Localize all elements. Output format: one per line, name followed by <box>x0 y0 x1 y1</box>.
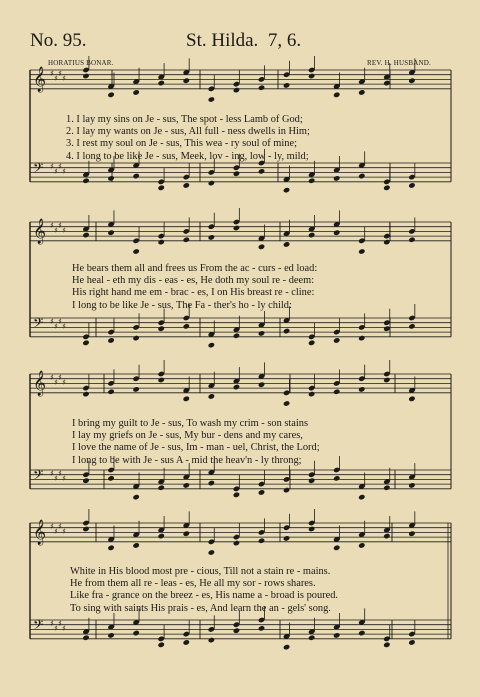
note-head <box>358 173 365 179</box>
note-head <box>383 185 390 191</box>
tune-name: St. Hilda. <box>186 30 259 51</box>
note-head <box>358 494 365 500</box>
note-head <box>233 492 240 498</box>
note-head <box>233 384 240 390</box>
note-head <box>258 168 265 174</box>
sharp-icon: ♯ <box>54 74 58 83</box>
sharp-icon: ♯ <box>62 167 66 176</box>
note-head <box>283 241 290 247</box>
note-head <box>308 391 315 397</box>
note-head <box>183 182 190 188</box>
verse-line: He from them all re - leas - es, He all my sor - rows shares. <box>70 578 316 590</box>
bass-clef-icon: 𝄢 <box>33 617 44 636</box>
note-head <box>308 178 315 184</box>
note-head <box>333 632 340 638</box>
note-head <box>333 545 340 551</box>
note-head <box>408 530 415 536</box>
verse-line: I long to be with Je - sus A - mid the heav'n - ly throng; <box>72 454 302 466</box>
note-head <box>107 545 114 551</box>
verse-line: To sing with saints His prais - es, And learn the an - gels' song. <box>70 602 331 614</box>
verse-line: I love the name of Je - sus, Im - man - uel, Christ, the Lord; <box>72 442 320 454</box>
sharp-icon: ♯ <box>50 619 54 628</box>
note-head <box>383 239 390 245</box>
note-head <box>132 173 139 179</box>
note-head <box>107 337 114 343</box>
note-head <box>82 340 89 346</box>
note-head <box>233 540 240 546</box>
note-head <box>333 92 340 98</box>
note-head <box>107 632 114 638</box>
verse-line: His right hand me em - brac - es, I on His breast re - cline: <box>72 287 315 299</box>
sharp-icon: ♯ <box>58 69 62 78</box>
note-head <box>408 77 415 83</box>
sharp-icon: ♯ <box>50 469 54 478</box>
note-head <box>383 80 390 86</box>
note-head <box>132 542 139 548</box>
sharp-icon: ♯ <box>50 522 54 531</box>
note-head <box>308 635 315 641</box>
sharp-icon: ♯ <box>54 527 58 536</box>
note-head <box>107 475 114 481</box>
treble-clef-icon: 𝄞 <box>33 371 47 396</box>
note-head <box>283 535 290 541</box>
note-head <box>283 487 290 493</box>
note-head <box>158 642 165 648</box>
note-head <box>158 80 165 86</box>
note-head <box>158 325 165 331</box>
note-head <box>158 485 165 491</box>
note-head <box>258 330 265 336</box>
sharp-icon: ♯ <box>58 619 62 628</box>
note-head <box>208 549 215 555</box>
note-head <box>82 178 89 184</box>
note-head <box>158 185 165 191</box>
note-head <box>82 477 89 483</box>
note-head <box>132 248 139 254</box>
note-head <box>82 526 89 532</box>
note-head <box>283 82 290 88</box>
note-head <box>308 73 315 79</box>
note-head <box>333 389 340 395</box>
note-head <box>408 396 415 402</box>
verse-line: 3. I rest my soul on Je - sus, This wea - ry soul of mine; <box>66 138 297 150</box>
note-head <box>333 175 340 181</box>
sharp-icon: ♯ <box>62 378 66 387</box>
meter: 7, 6. <box>267 30 302 51</box>
note-head <box>283 400 290 406</box>
verse-line: 2. I lay my wants on Je - sus, All full - ness dwells in Him; <box>66 126 310 138</box>
sharp-icon: ♯ <box>58 317 62 326</box>
note-head <box>283 328 290 334</box>
note-head <box>208 480 215 486</box>
note-head <box>158 533 165 539</box>
note-head <box>358 542 365 548</box>
note-head <box>408 323 415 329</box>
note-head <box>158 377 165 383</box>
sharp-icon: ♯ <box>62 474 66 483</box>
verse-line: He bears them all and frees us From the ac - curs - ed load: <box>72 263 318 274</box>
note-head <box>358 248 365 254</box>
sharp-icon: ♯ <box>62 322 66 331</box>
note-head <box>358 335 365 341</box>
note-head <box>258 85 265 91</box>
note-head <box>233 627 240 633</box>
sharp-icon: ♯ <box>58 522 62 531</box>
note-head <box>383 377 390 383</box>
note-head <box>358 630 365 636</box>
verse-block-4 <box>70 566 338 615</box>
verse-line: Like fra - grance on the breez - es, His name a - broad is poured. <box>70 590 339 602</box>
note-head <box>358 386 365 392</box>
verse-line: I bring my guilt to Je - sus, To wash my crim - son stains <box>72 418 309 429</box>
verse-block-3 <box>72 418 320 467</box>
note-head <box>308 477 315 483</box>
note-head <box>333 229 340 235</box>
note-head <box>158 239 165 245</box>
note-head <box>308 526 315 532</box>
note-head <box>107 389 114 395</box>
note-head <box>233 87 240 93</box>
note-head <box>82 232 89 238</box>
note-head <box>258 538 265 544</box>
note-head <box>82 635 89 641</box>
verse-line: 1. I lay my sins on Je - sus, The spot - less Lamb of God; <box>66 114 303 125</box>
note-head <box>233 225 240 231</box>
note-head <box>183 323 190 329</box>
sharp-icon: ♯ <box>58 162 62 171</box>
note-head <box>408 237 415 243</box>
note-head <box>408 639 415 645</box>
bass-clef-icon: 𝄢 <box>33 467 44 486</box>
note-head <box>258 625 265 631</box>
bass-clef-icon: 𝄢 <box>33 160 44 179</box>
note-head <box>183 237 190 243</box>
sharp-icon: ♯ <box>62 226 66 235</box>
note-head <box>283 644 290 650</box>
note-head <box>132 89 139 95</box>
sharp-icon: ♯ <box>62 624 66 633</box>
note-head <box>383 642 390 648</box>
note-head <box>233 170 240 176</box>
verse-line: I long to be like Je - sus, The Fa - ther's ho - ly child: <box>72 299 292 311</box>
verse-line: White in His blood most pre - cious, Till not a stain re - mains. <box>70 566 331 577</box>
note-head <box>183 396 190 402</box>
note-head <box>383 485 390 491</box>
verse-block-2 <box>72 263 317 312</box>
note-head <box>258 244 265 250</box>
note-head <box>107 229 114 235</box>
verse-line: I lay my griefs on Je - sus, My bur - dens and my cares, <box>72 430 303 442</box>
sharp-icon: ♯ <box>50 373 54 382</box>
note-head <box>183 530 190 536</box>
bass-clef-icon: 𝄢 <box>33 315 44 334</box>
note-head <box>132 386 139 392</box>
sharp-icon: ♯ <box>58 221 62 230</box>
note-head <box>132 630 139 636</box>
verse-line: He heal - eth my dis - eas - es, He doth my soul re - deem: <box>72 275 315 287</box>
sharp-icon: ♯ <box>50 162 54 171</box>
note-head <box>408 482 415 488</box>
note-head <box>358 89 365 95</box>
note-head <box>107 175 114 181</box>
note-head <box>183 77 190 83</box>
treble-clef-icon: 𝄞 <box>33 67 47 92</box>
note-head <box>208 234 215 240</box>
note-head <box>82 73 89 79</box>
sharp-icon: ♯ <box>58 373 62 382</box>
note-head <box>258 381 265 387</box>
sharp-icon: ♯ <box>50 69 54 78</box>
verse-line: 4. I long to be like Je - sus, Meek, lov - ing, low - ly, mild; <box>66 150 309 162</box>
note-head <box>132 494 139 500</box>
sharp-icon: ♯ <box>50 221 54 230</box>
note-head <box>208 96 215 102</box>
note-head <box>408 182 415 188</box>
sharp-icon: ♯ <box>54 378 58 387</box>
note-head <box>258 489 265 495</box>
note-head <box>333 475 340 481</box>
sharp-icon: ♯ <box>54 167 58 176</box>
note-head <box>308 340 315 346</box>
note-head <box>107 92 114 98</box>
note-head <box>208 393 215 399</box>
note-head <box>383 533 390 539</box>
note-head <box>208 342 215 348</box>
sharp-icon: ♯ <box>58 469 62 478</box>
lyricist-credit: HORATIUS BONAR. <box>48 59 114 67</box>
sharp-icon: ♯ <box>54 474 58 483</box>
note-head <box>183 639 190 645</box>
sharp-icon: ♯ <box>62 74 66 83</box>
verse-block-1 <box>66 114 310 163</box>
note-head <box>308 232 315 238</box>
note-head <box>183 482 190 488</box>
note-head <box>383 325 390 331</box>
sharp-icon: ♯ <box>54 226 58 235</box>
note-head <box>82 391 89 397</box>
composer-credit: REV. H. HUSBAND. <box>367 59 431 67</box>
sharp-icon: ♯ <box>50 317 54 326</box>
sharp-icon: ♯ <box>54 624 58 633</box>
treble-clef-icon: 𝄞 <box>33 219 47 244</box>
sharp-icon: ♯ <box>62 527 66 536</box>
treble-clef-icon: 𝄞 <box>33 520 47 545</box>
note-head <box>333 337 340 343</box>
note-head <box>132 335 139 341</box>
note-head <box>208 180 215 186</box>
note-head <box>233 333 240 339</box>
sharp-icon: ♯ <box>54 322 58 331</box>
note-head <box>283 187 290 193</box>
note-head <box>208 637 215 643</box>
hymn-number: No. 95. <box>30 30 87 51</box>
